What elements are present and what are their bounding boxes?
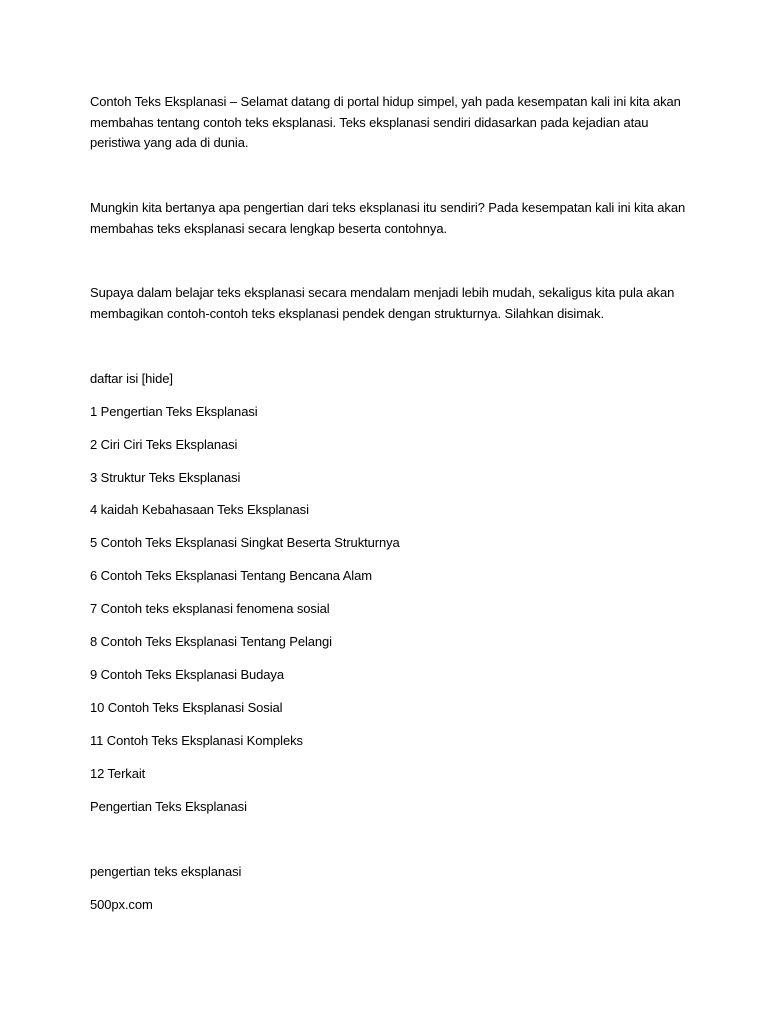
toc-item[interactable]: 5 Contoh Teks Eksplanasi Singkat Beserta Strukturnya [90,535,400,550]
paragraph-line: peristiwa yang ada di dunia. [90,135,249,150]
toc-item[interactable]: 2 Ciri Ciri Teks Eksplanasi [90,437,238,452]
paragraph-line: Contoh Teks Eksplanasi – Selamat datang di portal hidup simpel, yah pada kesempatan kali ini kita akan [90,94,681,109]
paragraph-line: membahas tentang contoh teks eksplanasi. Teks eksplanasi sendiri didasarkan pada kejadian atau [90,114,649,130]
toc-item[interactable]: 11 Contoh Teks Eksplanasi Kompleks [90,733,303,748]
toc-item[interactable]: 9 Contoh Teks Eksplanasi Budaya [90,667,284,682]
paragraph-line: membahas teks eksplanasi secara lengkap beserta contohnya. [90,220,447,236]
toc-item[interactable]: 8 Contoh Teks Eksplanasi Tentang Pelangi [90,634,332,649]
toc-item[interactable]: 7 Contoh teks eksplanasi fenomena sosial [90,601,330,616]
image-credit: 500px.com [90,897,153,912]
paragraph-line: Mungkin kita bertanya apa pengertian dari teks eksplanasi itu sendiri? Pada kesempatan kali ini kita akan [90,200,686,215]
paragraph-line: membagikan contoh-contoh teks eksplanasi pendek dengan strukturnya. Silahkan disimak. [90,305,604,321]
toc-item[interactable]: 4 kaidah Kebahasaan Teks Eksplanasi [90,502,309,517]
question-paragraph [90,198,700,239]
intro-paragraph [90,92,700,154]
toc-item[interactable]: 12 Terkait [90,766,146,781]
toc-item[interactable]: 3 Struktur Teks Eksplanasi [90,470,241,485]
section-heading: Pengertian Teks Eksplanasi [90,799,247,814]
image-alt-text: pengertian teks eksplanasi [90,864,242,879]
toc-item[interactable]: 1 Pengertian Teks Eksplanasi [90,404,258,419]
purpose-paragraph [90,283,700,324]
toc-item[interactable]: 10 Contoh Teks Eksplanasi Sosial [90,700,283,715]
toc-heading[interactable]: daftar isi [hide] [90,371,173,386]
paragraph-line: Supaya dalam belajar teks eksplanasi secara mendalam menjadi lebih mudah, sekaligus kita pula akan [90,285,675,300]
toc-item[interactable]: 6 Contoh Teks Eksplanasi Tentang Bencana Alam [90,568,372,583]
